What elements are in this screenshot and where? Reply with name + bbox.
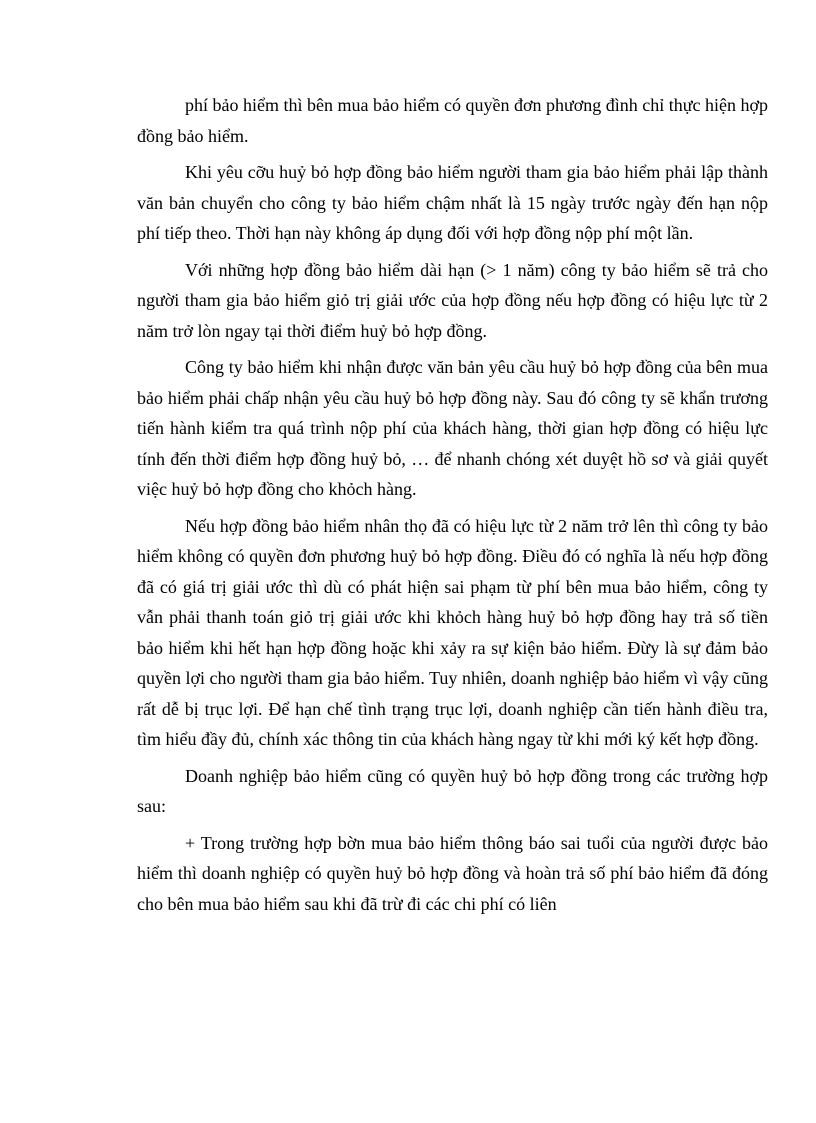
paragraph-4: Công ty bảo hiểm khi nhận được văn bản yêu cầu huỷ bỏ hợp đồng của bên mua bảo hiểm phải chấp nhận yêu cầu huỷ bỏ hợp đồng này. Sau đó công ty sẽ khẩn trương tiến hành kiểm tra quá trình nộp phí của khách hàng, thời gian hợp đồng có hiệu lực tính đến thời điểm hợp đồng huỷ bỏ, … để nhanh chóng xét duyệt hồ sơ và giải quyết việc huỷ bỏ hợp đồng cho khỏch hàng. bbox=[137, 357, 768, 499]
paragraph-7: + Trong trường hợp bờn mua bảo hiểm thông báo sai tuổi của người được bảo hiểm thì doanh nghiệp có quyền huỷ bỏ hợp đồng và hoàn trả số phí bảo hiểm đã đóng cho bên mua bảo hiểm sau khi đã trừ đi các chi phí có liên bbox=[137, 832, 768, 914]
paragraph-1: phí bảo hiểm thì bên mua bảo hiểm có quyền đơn phương đình chỉ thực hiện hợp đồng bảo hiểm. bbox=[137, 95, 768, 146]
document-body bbox=[137, 90, 768, 925]
paragraph-5: Nếu hợp đồng bảo hiểm nhân thọ đã có hiệu lực từ 2 năm trở lên thì công ty bảo hiểm không có quyền đơn phương huỷ bỏ hợp đồng. Điều đó có nghĩa là nếu hợp đồng đã có giá trị giải ước thì dù có phát hiện sai phạm từ phí bên mua bảo hiểm, công ty vẫn phải thanh toán giỏ trị giải ước khi khỏch hàng huỷ bỏ hợp đồng hay trả số tiền bảo hiểm khi hết hạn hợp đồng hoặc khi xảy ra sự kiện bảo hiểm. Đừy là sự đảm bảo quyền lợi cho người tham gia bảo hiểm. Tuy nhiên, doanh nghiệp bảo hiểm vì vậy cũng rất dễ bị trục lợi. Để hạn chế tình trạng trục lợi, doanh nghiệp cần tiến hành điều tra, tìm hiểu đầy đủ, chính xác thông tin của khách hàng ngay từ khi mới ký kết hợp đồng. bbox=[137, 515, 768, 749]
paragraph-2: Khi yêu cỡu huỷ bỏ hợp đồng bảo hiểm người tham gia bảo hiểm phải lập thành văn bản chuyển cho công ty bảo hiểm chậm nhất là 15 ngày trước ngày đến hạn nộp phí tiếp theo. Thời hạn này không áp dụng đối với hợp đồng nộp phí một lần. bbox=[137, 162, 768, 243]
paragraph-3: Với những hợp đồng bảo hiểm dài hạn (> 1 năm) công ty bảo hiểm sẽ trả cho người tham gia bảo hiểm giỏ trị giải ước của hợp đồng nếu hợp đồng có hiệu lực từ 2 năm trở lòn ngay tại thời điểm huỷ bỏ hợp đồng. bbox=[137, 259, 768, 341]
paragraph-6: Doanh nghiệp bảo hiểm cũng có quyền huỷ bỏ hợp đồng trong các trường hợp sau: bbox=[137, 765, 768, 816]
